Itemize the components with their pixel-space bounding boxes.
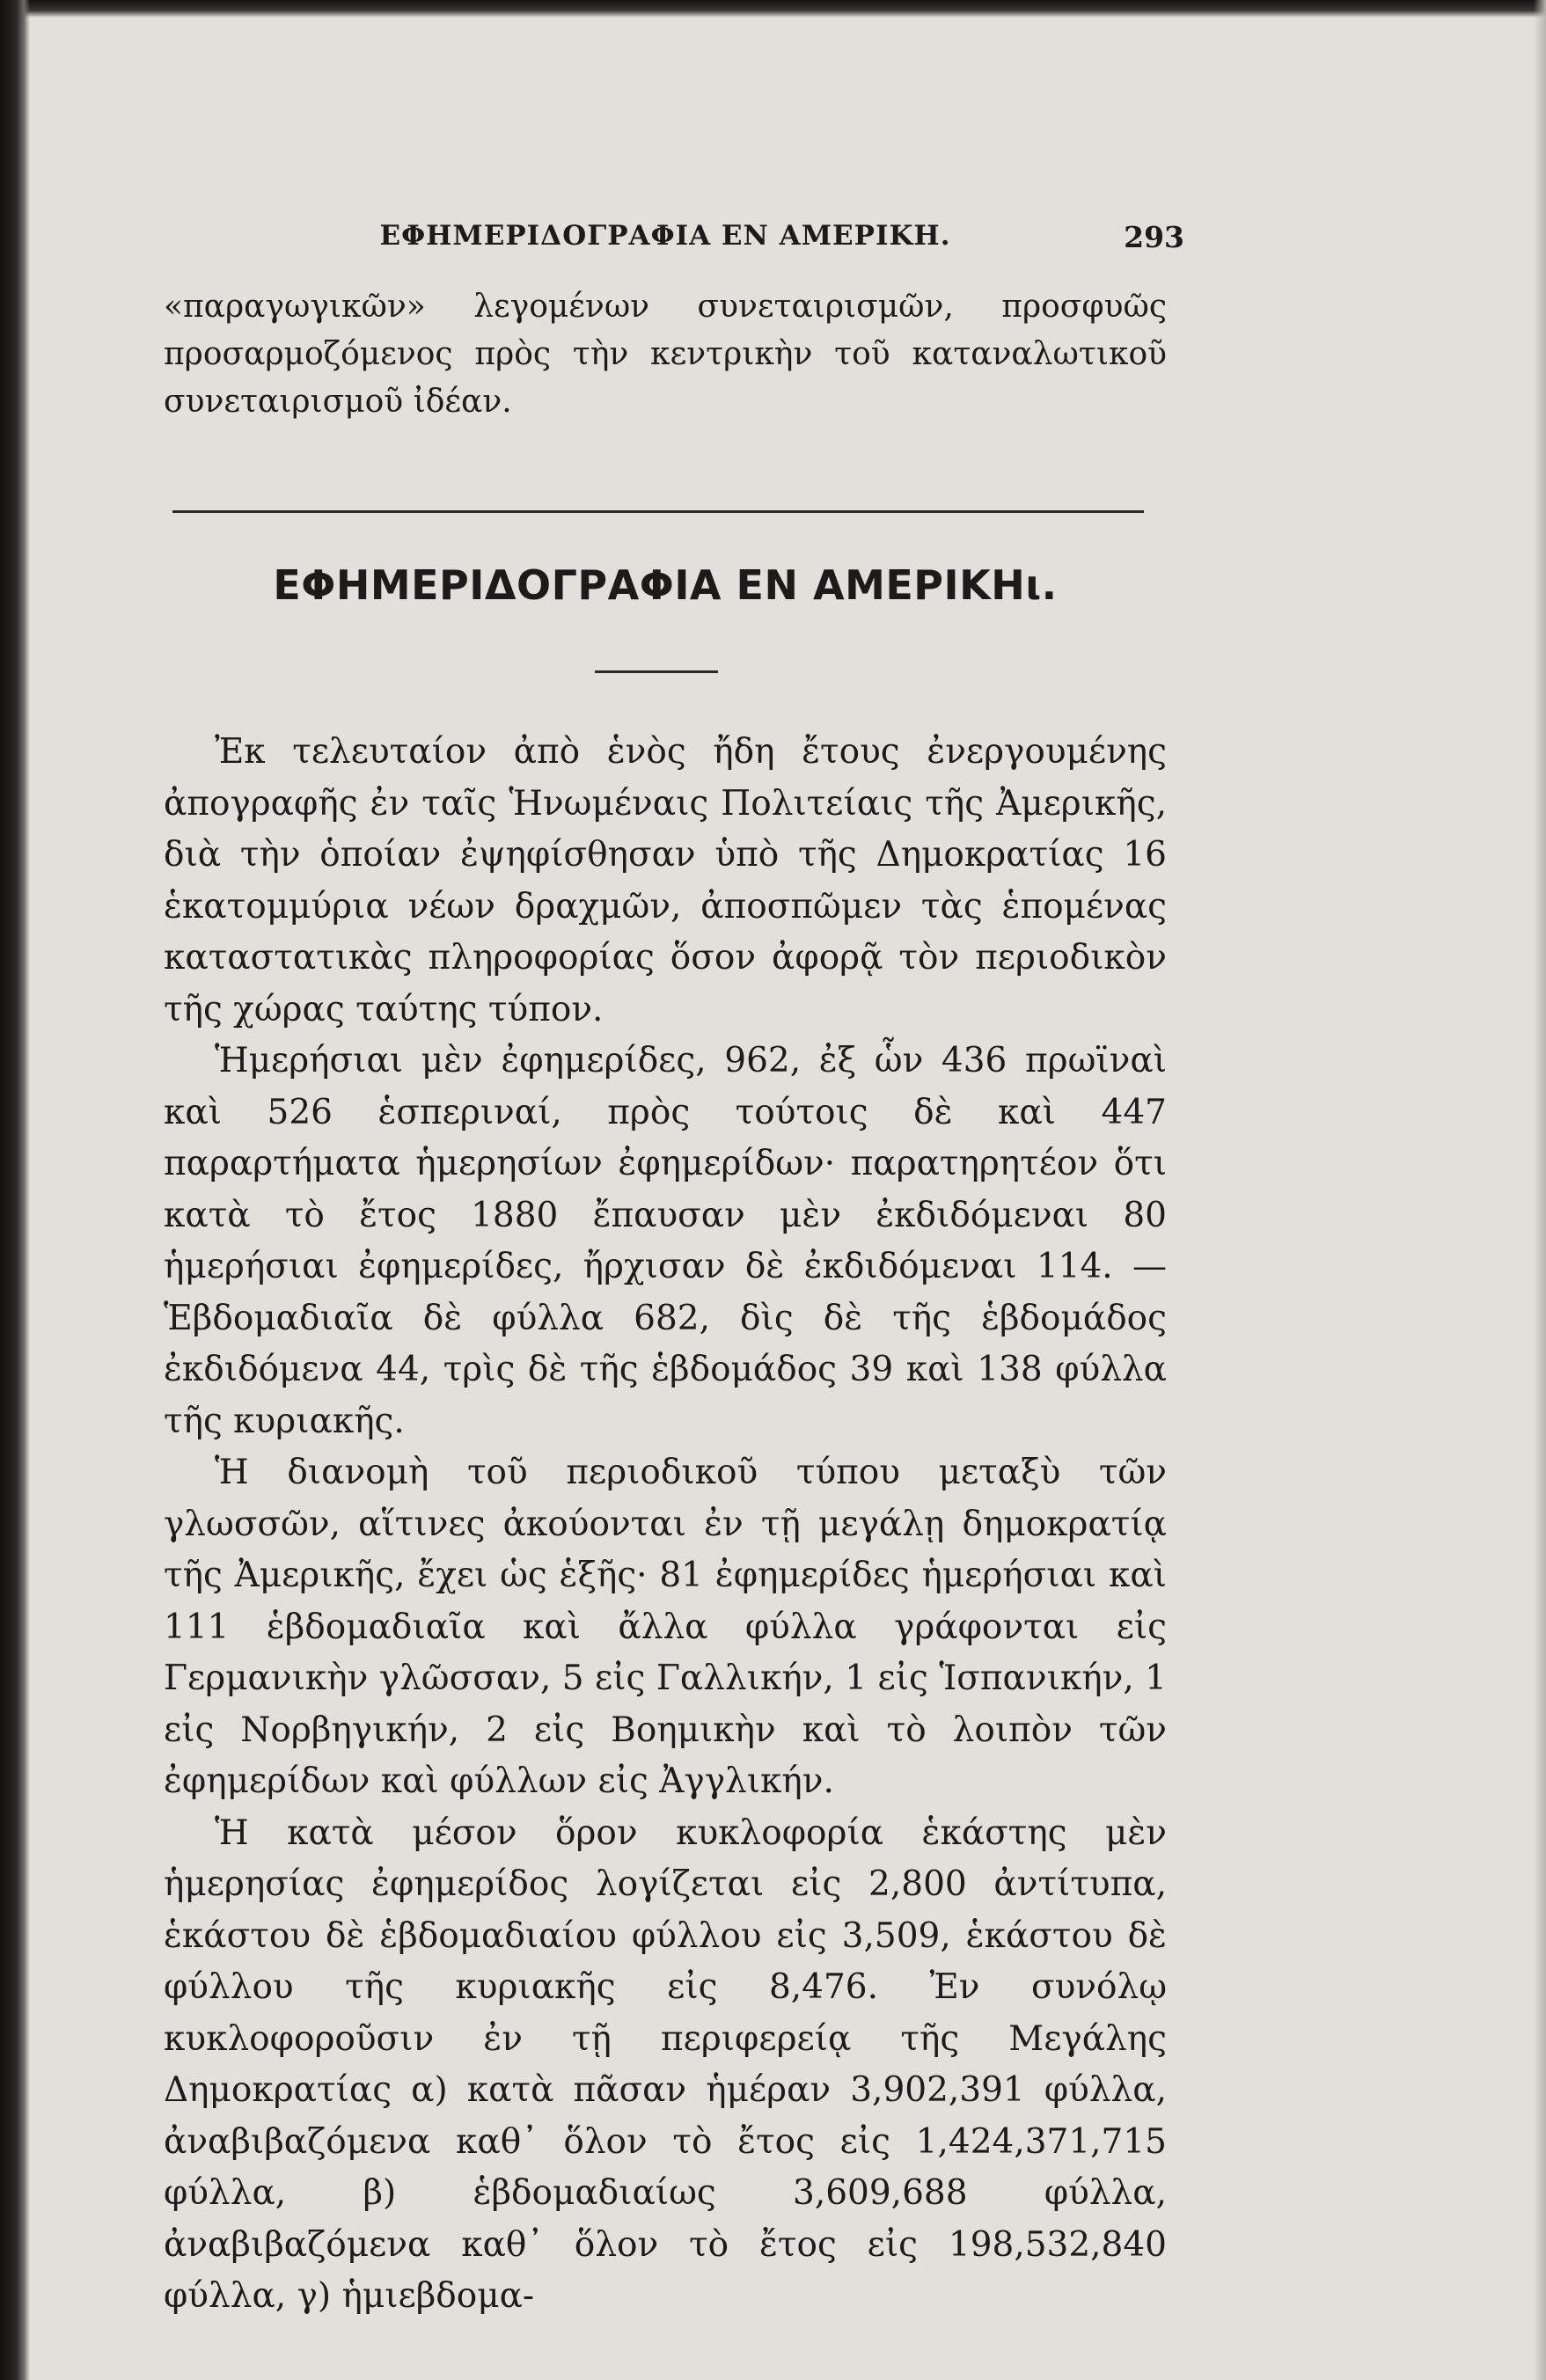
- page-number: 293: [1124, 220, 1184, 254]
- scan-shadow-top: [0, 0, 1546, 18]
- body-paragraph: Ἡμερήσιαι μὲν ἐφημερίδες, 962, ἐξ ὧν 436 πρωϊναὶ καὶ 526 ἑσπεριναί, πρὸς τούτοις δὲ καὶ 447 παραρτήματα ἡμερησίων ἐφημερίδων· παρατηρητέον ὅτι κατὰ τὸ ἔτος 1880 ἔπαυσαν μὲν ἐκδιδόμεναι 80 ἡμερήσιαι ἐφημερίδες, ἤρχισαν δὲ ἐκδιδόμεναι 114. — Ἑβδομαδιαῖα δὲ φύλλα 682, δὶς δὲ τῆς ἑβδομάδος ἐκδιδόμενα 44, τρὶς δὲ τῆς ἑβδομάδος 39 καὶ 138 φύλλα τῆς κυριακῆς.: [164, 1041, 1167, 1441]
- section-body: [164, 727, 1167, 2323]
- running-head-title: ΕΦΗΜΕΡΙΔΟΓΡΑΦΙΑ ΕΝ ΑΜΕΡΙΚΗ.: [379, 220, 951, 252]
- scan-shadow-left: [0, 0, 30, 2380]
- intro-paragraph-block: [164, 283, 1167, 426]
- heading-underline-rule: [595, 670, 718, 673]
- body-paragraph: Ἐκ τελευταίον ἀπὸ ἑνὸς ἤδη ἔτους ἐνεργουμένης ἀπογραφῆς ἐν ταῖς Ἡνωμέναις Πολιτείαις τῆς Ἀμερικῆς, διὰ τὴν ὁποίαν ἐψηφίσθησαν ὑπὸ τῆς Δημοκρατίας 16 ἑκατομμύρια νέων δραχμῶν, ἀποσπῶμεν τὰς ἑπομένας καταστατικὰς πληροφορίας ὅσον ἀφορᾷ τὸν περιοδικὸν τῆς χώρας ταύτης τύπον.: [164, 732, 1167, 1029]
- body-paragraph: Ἡ διανομὴ τοῦ περιοδικοῦ τύπου μεταξὺ τῶν γλωσσῶν, αἵτινες ἀκούονται ἐν τῇ μεγάλῃ δημοκρατίᾳ τῆς Ἀμερικῆς, ἔχει ὡς ἑξῆς· 81 ἐφημερίδες ἡμερήσιαι καὶ 111 ἑβδομαδιαῖα καὶ ἄλλα φύλλα γράφονται εἰς Γερμανικὴν γλῶσσαν, 5 εἰς Γαλλικήν, 1 εἰς Ἱσπανικήν, 1 εἰς Νορβηγικήν, 2 εἰς Βοημικὴν καὶ τὸ λοιπὸν τῶν ἐφημερίδων καὶ φύλλων εἰς Ἀγγλικήν.: [164, 1453, 1167, 1801]
- section-heading: ΕΦΗΜΕΡΙΔΟΓΡΑΦΙΑ ΕΝ ΑΜΕΡΙΚΗι.: [273, 561, 1058, 609]
- body-paragraph: Ἡ κατὰ μέσον ὅρον κυκλοφορία ἑκάστης μὲν ἡμερησίας ἐφημερίδος λογίζεται εἰς 2,800 ἀντίτυπα, ἑκάστου δὲ ἑβδομαδιαίου φύλλου εἰς 3,509, ἑκάστου δὲ φύλλου τῆς κυριακῆς εἰς 8,476. Ἐν συνόλῳ κυκλοφοροῦσιν ἐν τῇ περιφερείᾳ τῆς Μεγάλης Δημοκρατίας α) κατὰ πᾶσαν ἡμέραν 3,902,391 φύλλα, ἀναβιβαζόμενα καθ᾽ ὅλον τὸ ἔτος εἰς 1,424,371,715 φύλλα, β) ἑβδομαδιαίως 3,609,688 φύλλα, ἀναβιβαζόμενα καθ᾽ ὅλον τὸ ἔτος εἰς 198,532,840 φύλλα, γ) ἡμιεβδομα-: [164, 1812, 1167, 2316]
- intro-paragraph: «παραγωγικῶν» λεγομένων συνεταιρισμῶν, προσφυῶς προσαρμοζόμενος πρὸς τὴν κεντρικὴν τοῦ καταναλωτικοῦ συνεταιρισμοῦ ἰδέαν.: [164, 289, 1167, 420]
- running-head: [164, 220, 1184, 264]
- scan-shadow-right: [1534, 0, 1546, 2380]
- section-divider-rule: [172, 510, 1144, 513]
